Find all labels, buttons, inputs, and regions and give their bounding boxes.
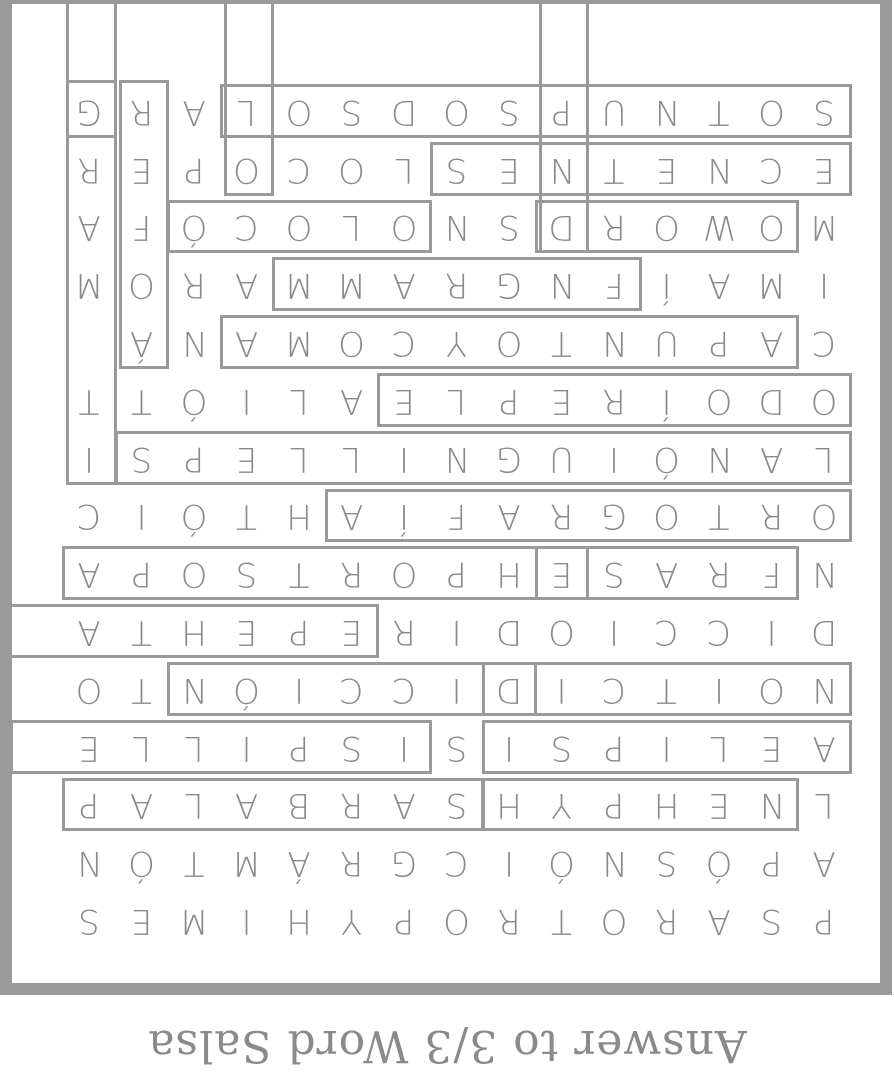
puzzle-caption: Answer to 3/3 Word Salsa <box>147 1020 747 1071</box>
grid-letter[interactable]: L <box>237 91 256 132</box>
grid-letter[interactable]: P <box>393 901 415 941</box>
grid-letter[interactable]: A <box>812 843 836 884</box>
grid-letter[interactable]: T <box>236 496 257 537</box>
grid-letter[interactable]: C <box>707 612 731 652</box>
grid-letter[interactable]: N <box>181 669 207 710</box>
grid-letter[interactable]: T <box>131 669 152 710</box>
grid-letter[interactable]: N <box>548 149 575 190</box>
grid-letter[interactable]: N <box>811 554 837 595</box>
grid-letter[interactable]: C <box>812 323 836 363</box>
grid-letter[interactable]: G <box>495 265 523 306</box>
grid-letter[interactable]: O <box>390 207 418 248</box>
grid-letter[interactable]: P <box>708 323 730 363</box>
grid-letter[interactable]: S <box>655 843 678 884</box>
grid-letter[interactable]: A <box>129 785 154 826</box>
grid-letter[interactable]: P <box>131 554 152 595</box>
grid-letter[interactable]: N <box>181 323 207 363</box>
grid-letter[interactable]: T <box>708 91 730 132</box>
grid-letter[interactable]: L <box>814 785 834 826</box>
grid-letter[interactable]: Ó <box>705 843 733 884</box>
grid-letter[interactable]: T <box>708 496 730 537</box>
grid-letter[interactable]: D <box>758 380 785 421</box>
grid-letter[interactable]: I <box>293 669 305 710</box>
grid-letter[interactable]: P <box>183 438 205 479</box>
grid-letter[interactable]: O <box>443 91 470 132</box>
grid-letter[interactable]: R <box>444 265 469 306</box>
grid-letter[interactable]: O <box>233 149 260 190</box>
grid-letter[interactable]: U <box>654 323 679 363</box>
grid-letter[interactable]: L <box>709 727 729 768</box>
grid-letter[interactable]: H <box>496 785 522 826</box>
grid-letter[interactable]: O <box>810 380 838 421</box>
grid-letter[interactable]: C <box>444 843 469 884</box>
grid-letter[interactable]: D <box>495 612 523 652</box>
grid-letter[interactable]: T <box>288 554 310 595</box>
grid-letter[interactable]: D <box>495 669 523 710</box>
grid-letter[interactable]: S <box>498 91 520 132</box>
grid-letter[interactable]: E <box>655 149 678 190</box>
grid-letter[interactable]: R <box>549 496 574 537</box>
grid-letter[interactable]: G <box>600 496 628 537</box>
grid-letter[interactable]: N <box>443 207 470 248</box>
grid-letter[interactable]: A <box>707 901 731 941</box>
grid-letter[interactable]: O <box>285 207 313 248</box>
grid-letter[interactable]: I <box>503 727 515 768</box>
grid-letter[interactable]: I <box>83 438 95 479</box>
grid-letter[interactable]: I <box>398 438 410 479</box>
grid-letter[interactable]: C <box>234 207 259 248</box>
grid-letter[interactable]: T <box>603 149 625 190</box>
grid-letter[interactable]: E <box>708 785 730 826</box>
grid-letter[interactable]: H <box>496 554 522 595</box>
grid-letter[interactable]: S <box>550 727 573 768</box>
grid-letter[interactable]: L <box>447 380 466 421</box>
grid-letter[interactable]: E <box>760 727 783 768</box>
grid-letter[interactable]: G <box>495 438 523 479</box>
grid-letter[interactable]: L <box>184 785 204 826</box>
grid-letter[interactable]: Í <box>661 380 672 421</box>
grid-letter[interactable]: T <box>551 901 572 941</box>
grid-letter[interactable]: A <box>707 265 731 306</box>
grid-letter[interactable]: M <box>756 265 787 306</box>
grid-letter[interactable]: P <box>498 380 520 421</box>
grid-letter[interactable]: P <box>78 785 100 826</box>
grid-letter[interactable]: N <box>706 149 732 190</box>
grid-letter[interactable]: L <box>342 438 361 479</box>
grid-letter[interactable]: I <box>661 727 672 768</box>
grid-letter[interactable]: H <box>181 612 207 652</box>
grid-letter[interactable]: F <box>604 265 624 306</box>
grid-letter[interactable]: A <box>654 554 679 595</box>
grid-letter[interactable]: B <box>287 785 311 826</box>
grid-letter[interactable]: T <box>131 380 152 421</box>
grid-letter[interactable]: S <box>445 149 468 190</box>
grid-letter[interactable]: A <box>234 323 259 363</box>
grid-letter[interactable]: O <box>390 554 418 595</box>
grid-letter[interactable]: O <box>75 669 103 710</box>
grid-letter[interactable]: R <box>77 149 101 190</box>
grid-letter[interactable]: P <box>603 727 625 768</box>
grid-letter[interactable]: E <box>130 901 153 941</box>
grid-letter[interactable]: F <box>761 554 782 595</box>
grid-letter[interactable]: E <box>130 149 153 190</box>
grid-letter[interactable]: D <box>390 91 418 132</box>
grid-letter[interactable]: E <box>235 438 258 479</box>
grid-letter[interactable]: R <box>602 380 626 421</box>
grid-letter[interactable]: S <box>340 727 363 768</box>
grid-letter[interactable]: N <box>601 323 627 363</box>
grid-letter[interactable]: S <box>445 785 468 826</box>
grid-letter[interactable]: R <box>707 554 731 595</box>
grid-letter[interactable]: I <box>608 438 620 479</box>
grid-letter[interactable]: A <box>392 265 416 306</box>
grid-letter[interactable]: G <box>390 843 418 884</box>
grid-letter[interactable]: T <box>131 612 152 652</box>
grid-letter[interactable]: I <box>818 265 830 306</box>
grid-letter[interactable]: R <box>129 91 154 132</box>
grid-letter[interactable]: H <box>653 785 680 826</box>
grid-letter[interactable]: E <box>78 727 100 768</box>
grid-letter[interactable]: Á <box>287 843 311 884</box>
grid-letter[interactable]: S <box>498 207 520 248</box>
grid-letter[interactable]: R <box>339 843 364 884</box>
grid-letter[interactable]: C <box>392 323 416 363</box>
grid-letter[interactable]: L <box>814 438 834 479</box>
grid-letter[interactable]: O <box>180 554 208 595</box>
grid-letter[interactable]: A <box>759 438 784 479</box>
grid-letter[interactable]: L <box>342 207 361 248</box>
grid-letter[interactable]: T <box>551 323 572 363</box>
grid-letter[interactable]: M <box>179 901 209 941</box>
grid-letter[interactable]: L <box>184 727 204 768</box>
grid-letter[interactable]: I <box>451 669 462 710</box>
grid-letter[interactable]: W <box>702 207 736 248</box>
grid-letter[interactable]: Y <box>551 785 572 826</box>
grid-letter[interactable]: C <box>77 496 101 537</box>
grid-letter[interactable]: P <box>183 149 205 190</box>
grid-letter[interactable]: A <box>77 207 101 248</box>
grid-letter[interactable]: C <box>392 669 416 710</box>
grid-letter[interactable]: L <box>394 149 414 190</box>
grid-letter[interactable]: C <box>339 669 364 710</box>
grid-letter[interactable]: A <box>812 727 836 768</box>
grid-letter[interactable]: E <box>340 612 363 652</box>
grid-letter[interactable]: U <box>601 91 627 132</box>
grid-letter[interactable]: E <box>813 149 835 190</box>
grid-letter[interactable]: O <box>128 265 155 306</box>
grid-letter[interactable]: Ó <box>180 380 208 421</box>
grid-letter[interactable]: A <box>339 496 364 537</box>
grid-letter[interactable]: M <box>336 265 367 306</box>
grid-letter[interactable]: O <box>338 323 365 363</box>
grid-letter[interactable]: F <box>446 496 467 537</box>
grid-letter[interactable]: N <box>601 843 627 884</box>
grid-letter[interactable]: I <box>241 380 252 421</box>
grid-letter[interactable]: O <box>285 91 313 132</box>
grid-letter[interactable]: L <box>289 380 309 421</box>
grid-letter[interactable]: Ó <box>653 438 680 479</box>
grid-letter[interactable]: P <box>603 785 625 826</box>
grid-letter[interactable]: C <box>654 612 679 652</box>
grid-letter[interactable]: Ó <box>548 843 575 884</box>
grid-letter[interactable]: A <box>497 496 521 537</box>
grid-letter[interactable]: M <box>231 843 262 884</box>
grid-letter[interactable]: U <box>549 438 574 479</box>
grid-letter[interactable]: S <box>445 727 468 768</box>
grid-letter[interactable]: M <box>74 265 104 306</box>
grid-letter[interactable]: P <box>761 843 782 884</box>
grid-letter[interactable]: A <box>339 380 364 421</box>
grid-letter[interactable]: I <box>136 496 147 537</box>
grid-letter[interactable]: O <box>653 207 680 248</box>
grid-letter[interactable]: F <box>131 207 152 248</box>
grid-letter[interactable]: R <box>759 496 784 537</box>
grid-letter[interactable]: L <box>132 727 151 768</box>
grid-letter[interactable]: A <box>182 91 206 132</box>
grid-letter[interactable]: L <box>289 438 309 479</box>
grid-letter[interactable]: Í <box>398 496 410 537</box>
grid-letter[interactable]: P <box>288 612 310 652</box>
grid-letter[interactable]: N <box>548 265 575 306</box>
grid-letter[interactable]: E <box>235 612 258 652</box>
grid-letter[interactable]: C <box>287 149 311 190</box>
grid-letter[interactable]: O <box>758 669 785 710</box>
grid-letter[interactable]: S <box>235 554 258 595</box>
grid-letter[interactable]: R <box>339 554 364 595</box>
grid-letter[interactable]: E <box>550 554 573 595</box>
grid-letter[interactable]: R <box>602 207 626 248</box>
word-search-grid <box>12 4 880 983</box>
grid-letter[interactable]: I <box>503 843 515 884</box>
grid-letter[interactable]: O <box>600 901 628 941</box>
grid-letter[interactable]: I <box>713 669 725 710</box>
grid-letter[interactable]: Ó <box>233 669 260 710</box>
grid-letter[interactable]: E <box>498 149 520 190</box>
grid-letter[interactable]: R <box>497 901 521 941</box>
grid-letter[interactable]: N <box>76 843 102 884</box>
grid-letter[interactable]: M <box>284 265 314 306</box>
grid-letter[interactable]: O <box>653 496 680 537</box>
grid-letter[interactable]: A <box>77 612 101 652</box>
grid-letter[interactable]: I <box>241 901 252 941</box>
grid-letter[interactable]: O <box>705 380 733 421</box>
grid-letter[interactable]: N <box>706 438 732 479</box>
grid-letter[interactable]: I <box>451 612 462 652</box>
grid-letter[interactable]: I <box>398 727 410 768</box>
grid-letter[interactable]: S <box>603 554 625 595</box>
grid-letter[interactable]: P <box>446 554 467 595</box>
grid-letter[interactable]: T <box>656 669 677 710</box>
grid-letter[interactable]: P <box>813 901 835 941</box>
grid-letter[interactable]: Y <box>341 901 362 941</box>
grid-letter[interactable]: O <box>758 207 785 248</box>
grid-letter[interactable]: T <box>183 843 205 884</box>
grid-letter[interactable]: P <box>288 727 310 768</box>
grid-letter[interactable]: P <box>551 91 572 132</box>
grid-letter[interactable]: Á <box>129 323 154 363</box>
grid-letter[interactable]: C <box>602 669 626 710</box>
grid-letter[interactable]: H <box>286 901 312 941</box>
grid-letter[interactable]: A <box>234 785 259 826</box>
grid-letter[interactable]: R <box>392 612 416 652</box>
grid-letter[interactable]: A <box>234 265 259 306</box>
grid-letter[interactable]: O <box>495 323 523 363</box>
grid-letter[interactable]: R <box>654 901 679 941</box>
grid-letter[interactable]: H <box>286 496 312 537</box>
grid-letter[interactable]: R <box>182 265 206 306</box>
grid-letter[interactable]: A <box>759 323 784 363</box>
grid-letter[interactable]: A <box>77 554 101 595</box>
grid-letter[interactable]: Ó <box>128 843 155 884</box>
grid-letter[interactable]: O <box>758 91 785 132</box>
grid-letter[interactable]: N <box>443 438 470 479</box>
grid-letter[interactable]: Í <box>661 265 672 306</box>
grid-letter[interactable]: N <box>653 91 680 132</box>
grid-letter[interactable]: A <box>392 785 416 826</box>
grid-letter[interactable]: I <box>608 612 620 652</box>
grid-letter[interactable]: D <box>810 612 838 652</box>
grid-letter[interactable]: S <box>760 901 783 941</box>
grid-letter[interactable]: C <box>759 149 784 190</box>
grid-letter[interactable]: Ó <box>180 496 208 537</box>
grid-letter[interactable]: N <box>811 669 837 710</box>
grid-letter[interactable]: S <box>78 901 100 941</box>
grid-letter[interactable]: N <box>758 785 785 826</box>
grid-letter[interactable]: E <box>550 380 573 421</box>
grid-letter[interactable]: I <box>241 727 252 768</box>
grid-letter[interactable]: M <box>809 207 839 248</box>
grid-letter[interactable]: O <box>810 496 838 537</box>
grid-letter[interactable]: Ó <box>180 207 208 248</box>
grid-letter[interactable]: T <box>78 380 100 421</box>
grid-letter[interactable]: D <box>548 207 575 248</box>
grid-letter[interactable]: O <box>443 901 470 941</box>
grid-letter[interactable]: O <box>548 612 575 652</box>
grid-letter[interactable]: S <box>813 91 835 132</box>
grid-letter[interactable]: Y <box>446 323 467 363</box>
grid-letter[interactable]: G <box>75 91 103 132</box>
grid-letter[interactable]: S <box>340 91 363 132</box>
grid-letter[interactable]: I <box>556 669 567 710</box>
grid-letter[interactable]: M <box>284 323 314 363</box>
grid-letter[interactable]: E <box>393 380 415 421</box>
grid-letter[interactable]: S <box>130 438 153 479</box>
grid-letter[interactable]: I <box>766 612 777 652</box>
grid-letter[interactable]: O <box>338 149 365 190</box>
grid-letter[interactable]: R <box>339 785 364 826</box>
